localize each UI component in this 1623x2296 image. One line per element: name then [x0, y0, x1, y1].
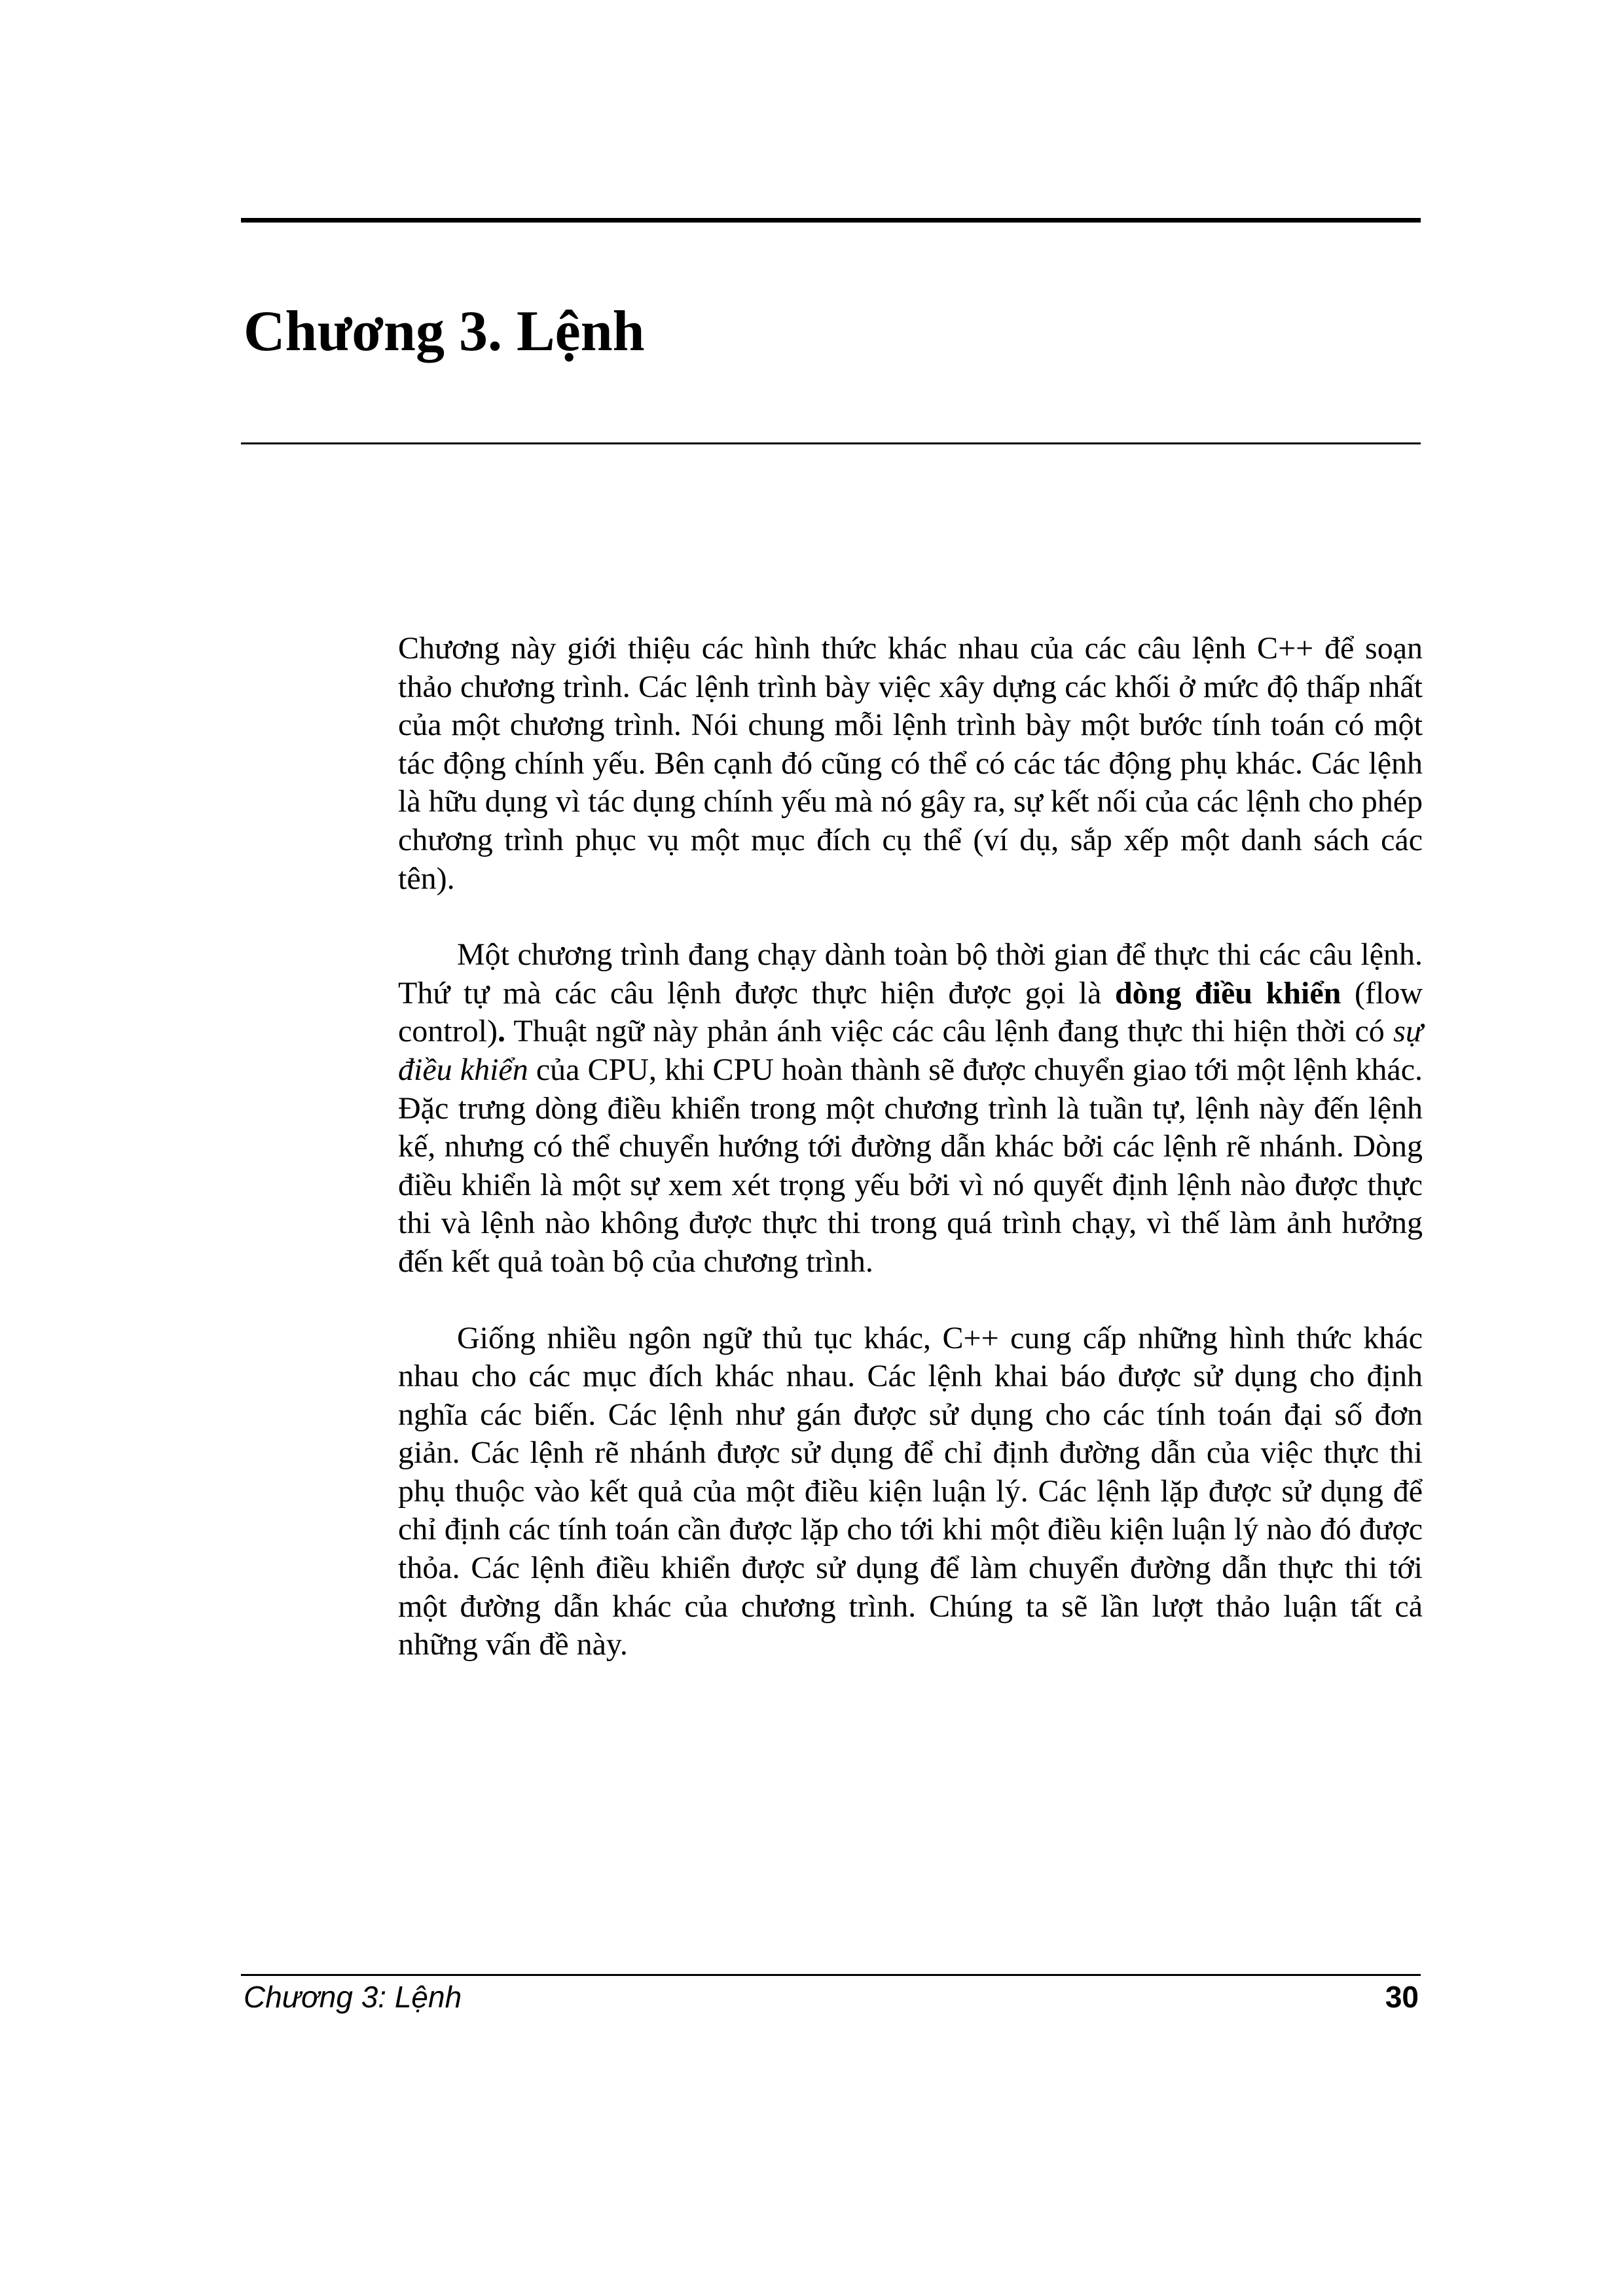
footer-chapter-label: Chương 3: Lệnh — [244, 1980, 462, 2014]
page-number: 30 — [1385, 1980, 1419, 2014]
footer-rule — [241, 1974, 1421, 1976]
term-flow-control: dòng điều khiển — [1114, 975, 1341, 1011]
paragraph-2-part-1: Một chương trình đang chạy dành toàn bộ thời gian để thực thi các câu lệnh. Thứ tự mà các câu lệnh được thực hiện được gọi là — [398, 937, 1423, 1011]
title-rule — [241, 442, 1421, 444]
bold-period: . — [497, 1014, 505, 1049]
paragraph-2 — [398, 936, 1423, 1281]
paragraph-1: Chương này giới thiệu các hình thức khác nhau của các câu lệnh C++ để soạn thảo chương trình. Các lệnh trình bày việc xây dựng các khối ở mức độ thấp nhất của một chương trình. Nói chung mỗi lệnh trình bày một bước tính toán có một tác động chính yếu. Bên cạnh đó cũng có thể có các tác động phụ khác. Các lệnh là hữu dụng vì tác dụng chính yếu mà nó gây ra, sự kết nối của các lệnh cho phép chương trình phục vụ một mục đích cụ thể (ví dụ, sắp xếp một danh sách các tên). — [398, 631, 1423, 896]
chapter-title: Chương 3. Lệnh — [244, 300, 645, 363]
paragraph-2-part-3: Thuật ngữ này phản ánh việc các câu lệnh đang thực thi hiện thời có — [505, 1014, 1394, 1049]
term-control: sự điều khiển — [398, 1014, 1423, 1087]
paragraph-2-part-2: (flow control) — [398, 975, 1423, 1049]
paragraph-2-part-4: của CPU, khi CPU hoàn thành sẽ được chuyển giao tới một lệnh khác. Đặc trưng dòng điều khiển trong một chương trình là tuần tự, lệnh này đến lệnh kế, nhưng có thể chuyển hướng tới đường dẫn khác bởi các lệnh rẽ nhánh. Dòng điều khiển là một sự xem xét trọng yếu bởi vì nó quyết định lệnh nào được thực thi và lệnh nào không được thực thi trong quá trình chạy, vì thế làm ảnh hưởng đến kết quả toàn bộ của chương trình. — [398, 1052, 1423, 1279]
top-rule — [241, 218, 1421, 223]
paragraph-3: Giống nhiều ngôn ngữ thủ tục khác, C++ cung cấp những hình thức khác nhau cho các mục đích khác nhau. Các lệnh khai báo được sử dụng cho định nghĩa các biến. Các lệnh như gán được sử dụng cho các tính toán đại số đơn giản. Các lệnh rẽ nhánh được sử dụng để chỉ định đường dẫn của việc thực thi phụ thuộc vào kết quả của một điều kiện luận lý. Các lệnh lặp được sử dụng để chỉ định các tính toán cần được lặp cho tới khi một điều kiện luận lý nào đó được thỏa. Các lệnh điều khiển được sử dụng để làm chuyển đường dẫn thực thi tới một đường dẫn khác của chương trình. Chúng ta sẽ lần lượt thảo luận tất cả những vấn đề này. — [398, 1320, 1423, 1662]
body-text — [398, 630, 1423, 1702]
